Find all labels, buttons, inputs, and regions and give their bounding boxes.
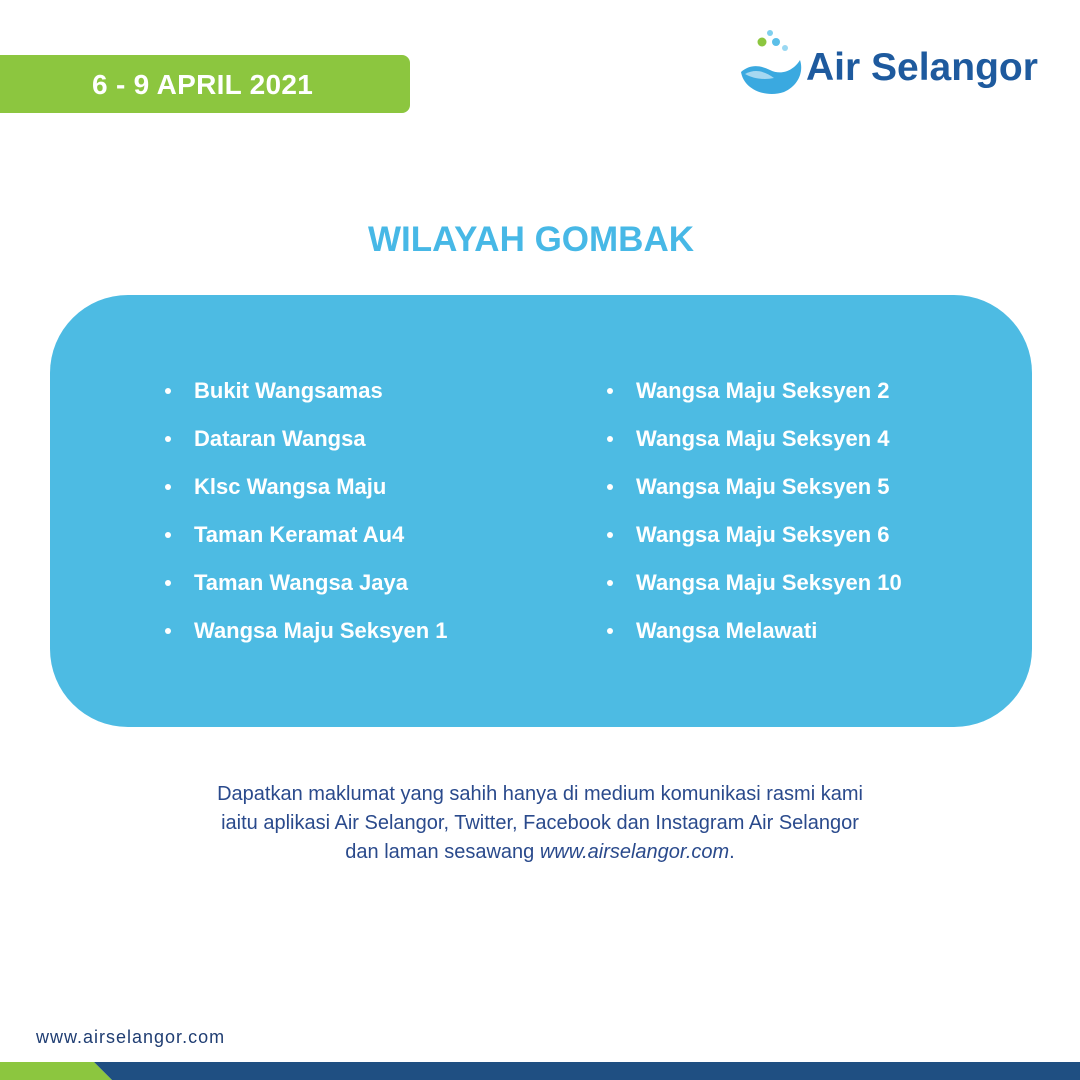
area-name: Wangsa Maju Seksyen 10 [636,570,902,595]
list-item [605,421,902,469]
notice-line-3-suffix: . [729,841,735,863]
area-name: Wangsa Maju Seksyen 1 [194,618,448,643]
list-item [163,517,448,565]
area-name: Wangsa Maju Seksyen 4 [636,426,890,451]
area-name: Wangsa Maju Seksyen 6 [636,522,890,547]
area-name: Wangsa Melawati [636,618,818,643]
bullet-icon [165,580,171,586]
area-list-right [605,373,902,661]
bullet-icon [165,436,171,442]
bullet-icon [607,388,613,394]
area-name: Klsc Wangsa Maju [194,474,387,499]
list-item [163,613,448,661]
bullet-icon [607,484,613,490]
bullet-icon [165,388,171,394]
list-item [163,421,448,469]
date-text: 6 - 9 APRIL 2021 [92,69,314,100]
area-name: Wangsa Maju Seksyen 5 [636,474,890,499]
list-item [605,613,902,661]
list-item [605,373,902,421]
bullet-icon [607,532,613,538]
date-banner [0,55,410,113]
air-selangor-logo [736,28,1056,100]
notice-line-1: Dapatkan maklumat yang sahih hanya di medium komunikasi rasmi kami [217,783,863,805]
bullet-icon [165,484,171,490]
area-name: Bukit Wangsamas [194,378,383,403]
area-panel [50,295,1032,727]
list-item [163,565,448,613]
list-item [605,517,902,565]
website-link[interactable]: www.airselangor.com [539,841,730,863]
bullet-icon [165,628,171,634]
bullet-icon [607,628,613,634]
bullet-icon [165,532,171,538]
area-name: Wangsa Maju Seksyen 2 [636,378,890,403]
list-item [163,469,448,517]
notice-line-3 [0,838,1080,867]
official-channels-notice [0,780,1080,867]
brand-name: Air Selangor [806,46,1038,89]
notice-line-2: iaitu aplikasi Air Selangor, Twitter, Facebook dan Instagram Air Selangor [221,812,859,834]
footer-bar [0,1062,1080,1080]
bullet-icon [607,436,613,442]
area-list-left [163,373,448,661]
list-item [163,373,448,421]
water-drop-logo-icon [736,28,806,100]
notice-line-3-prefix: dan laman sesawang [345,841,540,863]
list-item [605,469,902,517]
footer-website-link[interactable]: www.airselangor.com [36,1027,226,1047]
bullet-icon [607,580,613,586]
area-name: Taman Wangsa Jaya [194,570,408,595]
area-name: Taman Keramat Au4 [194,522,405,547]
list-item [605,565,902,613]
area-name: Dataran Wangsa [194,426,366,451]
region-title: WILAYAH GOMBAK [367,220,695,259]
